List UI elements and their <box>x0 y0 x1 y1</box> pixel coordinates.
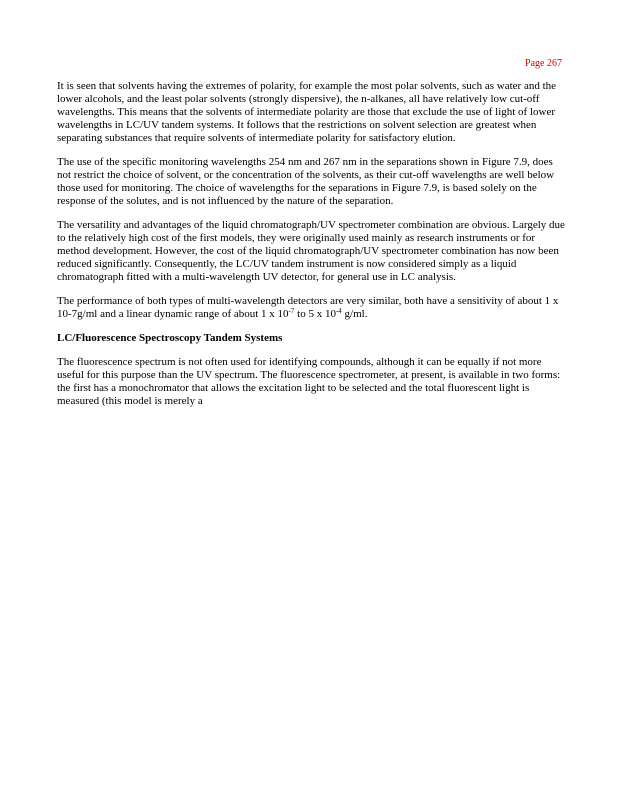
paragraph-solvent-polarity: It is seen that solvents having the extremes of polarity, for example the most polar solvents, such as water and the lower alcohols, and the least polar solvents (strongly dispersive), the n-alkanes, all have relatively low cut-off wavelengths. This means that the solvents of intermediate polarity are those that exclude the use of light of lower wavelengths in LC/UV tandem systems. It follows that the restrictions on solvent selection are greatest when separating substances that require solvents of intermediate polarity for satisfactory elution. <box>57 80 557 144</box>
paragraph-performance <box>57 295 567 321</box>
exponent-1: -7 <box>288 307 295 315</box>
paragraph-versatility: The versatility and advantages of the liquid chromatograph/UV spectrometer combination are obvious. Largely due to the relatively high cost of the first models, they were originally used mainly as research instruments or for method development. However, the cost of the liquid chromatograph/UV spectrometer combination has now been reduced significantly. Consequently, the LC/UV tandem instrument is now considered simply as a liquid chromatograph fitted with a multi-wavelength UV detector, for general use in LC analysis. <box>57 219 565 283</box>
page-number: Page 267 <box>525 58 562 69</box>
performance-text-2: to 5 x 10 <box>294 308 336 320</box>
performance-text-1: The performance of both types of multi-wavelength detectors are very similar, both have a sensitivity of about 1 x 10-7g/ml and a linear dynamic range of about 1 x 10 <box>57 295 559 320</box>
performance-text-3: g/ml. <box>341 308 368 320</box>
document-body <box>57 80 567 419</box>
paragraph-monitoring-wavelengths: The use of the specific monitoring wavelengths 254 nm and 267 nm in the separations shown in Figure 7.9, does not restrict the choice of solvent, or the concentration of the solvents, as their cut-off wavelengths are well below those used for monitoring. The choice of wavelengths for the separations in Figure 7.9, is based solely on the response of the solutes, and is not influenced by the nature of the separation. <box>57 156 555 207</box>
exponent-2: -4 <box>335 307 342 315</box>
paragraph-fluorescence: The fluorescence spectrum is not often used for identifying compounds, although it can be equally if not more useful for this purpose than the UV spectrum. The fluorescence spectrometer, at present, is available in two forms: the first has a monochromator that allows the excitation light to be selected and the total fluorescent light is measured (this model is merely a <box>57 356 561 407</box>
section-heading: LC/Fluorescence Spectroscopy Tandem Systems <box>57 332 283 344</box>
